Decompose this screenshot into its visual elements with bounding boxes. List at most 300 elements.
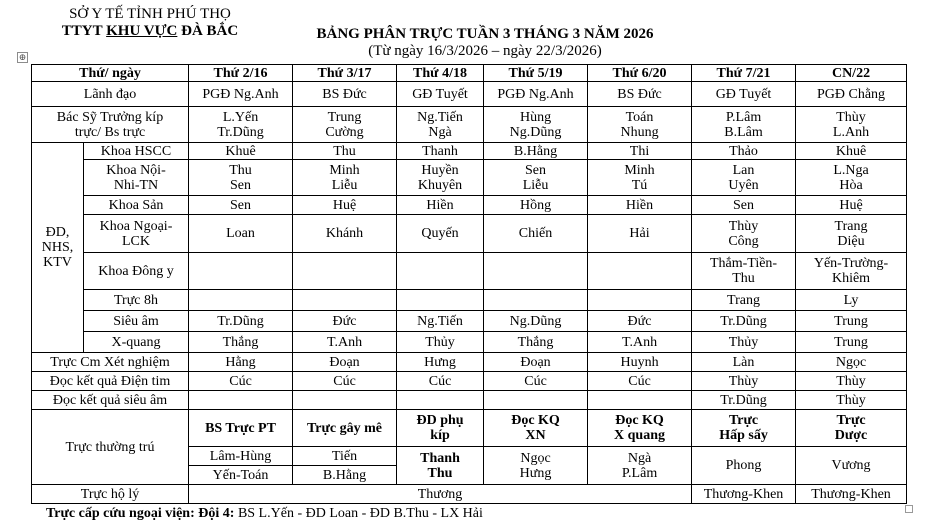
table-cell: [293, 253, 397, 290]
table-cell: [293, 290, 397, 311]
cell-text: Cúc: [428, 373, 452, 389]
table-cell: [484, 160, 588, 196]
cell-text: Ng.Dũng: [509, 313, 562, 329]
nursing-row: [32, 160, 907, 196]
table-cell: [189, 215, 293, 253]
cell-text: Thanh: [422, 143, 458, 159]
table-cell: [588, 447, 692, 485]
center-name: TTYT KHU VỰC ĐÀ BẮC: [61, 23, 239, 39]
table-cell: [189, 466, 293, 485]
cell-text: Khoa HSCC: [100, 143, 172, 159]
cell-text: NHS,: [41, 240, 74, 255]
cell-text: Quyến: [421, 226, 459, 241]
cell-text: Đọc kết quả Điện tim: [49, 373, 171, 389]
table-cell: [692, 290, 796, 311]
cell-text: Sen: [230, 177, 252, 193]
table-cell: [484, 332, 588, 353]
table-cell: [189, 253, 293, 290]
cell-text: Trung: [327, 109, 362, 125]
cell-text: B.Hằng: [513, 143, 558, 159]
table-cell: [397, 311, 484, 332]
nursing-row: [32, 311, 907, 332]
cell-text: Trang: [727, 292, 760, 308]
cell-text: CN/22: [831, 65, 871, 81]
cell-text: Thu: [229, 162, 252, 178]
table-cell: [484, 82, 588, 107]
table-cell: [293, 391, 397, 410]
day-header: [189, 65, 293, 82]
table-cell: [692, 160, 796, 196]
table-cell: [796, 290, 907, 311]
nursing-row: [32, 143, 907, 160]
cell-text: L.Nga: [833, 162, 869, 178]
cell-text: Lãnh đạo: [83, 86, 137, 102]
cell-text: Hưng: [519, 465, 552, 481]
table-cell: [397, 143, 484, 160]
table-cell: [397, 353, 484, 372]
cell-text: Thương-Khen: [703, 486, 784, 502]
day-header: [692, 65, 796, 82]
nursing-row: [32, 332, 907, 353]
cell-text: Thùy: [836, 109, 866, 125]
leadership-row: [32, 82, 907, 107]
cell-text: Ngọc: [835, 354, 867, 370]
cell-text: BS Đức: [322, 86, 367, 102]
table-cell: [484, 253, 588, 290]
cell-text: Nhung: [620, 124, 659, 140]
table-cell: [293, 466, 397, 485]
table-cell: [796, 372, 907, 391]
table-cell: [588, 332, 692, 353]
cell-text: Minh: [624, 162, 655, 178]
ecg-row: [32, 372, 907, 391]
table-cell: [484, 290, 588, 311]
duty-roster-table: [31, 64, 907, 504]
cell-text: Sen: [733, 197, 755, 213]
cell-text: KTV: [43, 255, 72, 270]
table-cell: [397, 215, 484, 253]
table-resize-handle-icon[interactable]: [905, 505, 913, 513]
department-label: [84, 160, 189, 196]
cell-text: Thủy: [425, 334, 455, 350]
cell-text: Thứ 7/21: [716, 65, 771, 81]
table-cell: [397, 332, 484, 353]
table-cell: [484, 196, 588, 215]
table-cell: [692, 143, 796, 160]
table-cell: [293, 447, 397, 466]
table-cell: [397, 160, 484, 196]
table-cell: [796, 143, 907, 160]
table-cell: [293, 372, 397, 391]
cell-text: Cúc: [333, 373, 356, 389]
document-title: BẢNG PHÂN TRỰC TUẦN 3 THÁNG 3 NĂM 2026: [316, 26, 654, 42]
table-cell: [692, 196, 796, 215]
nursing-row: [32, 290, 907, 311]
table-cell: [796, 253, 907, 290]
table-cell: [588, 391, 692, 410]
cell-text: Ngà: [428, 124, 452, 140]
cell-text: Thu: [333, 143, 356, 159]
cell-text: Đức: [627, 313, 652, 329]
table-cell: [189, 372, 293, 391]
cell-text: Huệ: [839, 197, 863, 213]
cell-text: Khánh: [325, 226, 364, 241]
cell-text: Trực hộ lý: [80, 486, 140, 502]
table-cell: [692, 215, 796, 253]
table-cell: [588, 160, 692, 196]
cell-text: Thứ 5/19: [508, 65, 563, 81]
table-cell: [484, 215, 588, 253]
table-cell: [588, 311, 692, 332]
cell-text: Trực: [836, 413, 866, 428]
ultrasound-read-row: [32, 391, 907, 410]
cell-text: Huệ: [332, 197, 357, 213]
cell-text: Yến-Toán: [212, 467, 269, 483]
cell-text: Yến-Trường-: [813, 256, 889, 271]
department-label: [84, 253, 189, 290]
table-cell: [588, 82, 692, 107]
cell-text: GĐ Tuyết: [412, 86, 468, 102]
table-cell: [588, 107, 692, 143]
cell-text: Khiêm: [831, 271, 871, 286]
cell-text: Ngọc: [520, 450, 551, 466]
cell-text: Liễu: [522, 177, 549, 193]
cell-text: BS Đức: [617, 86, 662, 102]
table-cell: [397, 372, 484, 391]
department-name: SỞ Y TẾ TỈNH PHÚ THỌ: [69, 6, 231, 22]
role-header: [189, 410, 293, 447]
cell-text: Toán: [625, 109, 654, 125]
table-cell: [692, 311, 796, 332]
group-label: [32, 143, 84, 353]
cell-text: Đức: [332, 313, 357, 329]
cell-text: Liễu: [331, 177, 358, 193]
emergency-team-footer: [46, 506, 483, 521]
table-cell: [588, 372, 692, 391]
table-cell: [692, 485, 796, 504]
day-header: [397, 65, 484, 82]
table-cell: [692, 372, 796, 391]
row-label: [32, 410, 189, 485]
cell-text: Ng.Tiến: [417, 313, 463, 329]
department-label: [84, 332, 189, 353]
table-cell: [692, 391, 796, 410]
table-cell: [796, 107, 907, 143]
table-cell: [588, 215, 692, 253]
cell-text: Khoa Ngoại-: [99, 218, 173, 234]
table-cell: [796, 353, 907, 372]
table-cell: [796, 332, 907, 353]
table-cell: [397, 447, 484, 485]
cell-text: Siêu âm: [113, 313, 159, 329]
table-cell: [484, 311, 588, 332]
table-cell: [588, 290, 692, 311]
table-cell: [189, 311, 293, 332]
doctors-row: [32, 107, 907, 143]
cell-text: Trực gây mê: [307, 420, 383, 436]
cell-text: L.Yến: [222, 109, 259, 125]
table-cell: [796, 485, 907, 504]
table-cell: [692, 82, 796, 107]
cell-text: Công: [728, 233, 759, 249]
cell-text: Thùy: [836, 392, 866, 408]
cell-text: Hải: [629, 226, 650, 241]
cell-text: X quang: [614, 428, 665, 443]
role-header: [293, 410, 397, 447]
nursing-row: [32, 253, 907, 290]
table-cell: [293, 196, 397, 215]
cell-text: Đọc kết quả siêu âm: [52, 392, 168, 408]
table-cell: [796, 82, 907, 107]
table-cell: [588, 253, 692, 290]
table-cell: [293, 311, 397, 332]
table-cell: [189, 391, 293, 410]
cell-text: Hồng: [519, 197, 552, 213]
cell-text: X-quang: [111, 334, 161, 350]
cell-text: Thu: [427, 465, 453, 481]
table-cell: [692, 107, 796, 143]
cell-text: Bác Sỹ Trưởng kíp: [56, 109, 164, 125]
row-label: [32, 391, 189, 410]
cell-text: Uyên: [728, 177, 759, 193]
table-cell: [293, 143, 397, 160]
table-cell: [484, 447, 588, 485]
cell-text: Huyền: [421, 162, 459, 178]
row-label: [32, 372, 189, 391]
table-cell: [397, 391, 484, 410]
table-cell: [397, 196, 484, 215]
cell-text: Thắng: [517, 334, 554, 350]
cell-text: L.Anh: [832, 124, 870, 140]
table-cell: [484, 372, 588, 391]
cell-text: Cúc: [524, 373, 547, 389]
table-cell: [588, 196, 692, 215]
department-label: [84, 196, 189, 215]
table-cell: [796, 196, 907, 215]
date-range: (Từ ngày 16/3/2026 – ngày 22/3/2026): [368, 43, 602, 59]
table-cell: [189, 332, 293, 353]
cell-text: BS Trực PT: [205, 420, 276, 436]
day-header: [796, 65, 907, 82]
table-cell: [796, 215, 907, 253]
cell-text: Ng.Dũng: [509, 124, 562, 140]
table-cell: [692, 353, 796, 372]
table-cell: [397, 107, 484, 143]
cell-text: Thùy: [728, 373, 759, 389]
table-cell: [189, 447, 293, 466]
table-cell: [796, 160, 907, 196]
cell-text: P.Lâm: [725, 109, 762, 125]
nursing-row: [32, 196, 907, 215]
cell-text: Tr.Dũng: [720, 313, 767, 329]
cell-text: Thắng: [222, 334, 259, 350]
cell-text: Thứ 6/20: [612, 65, 667, 81]
nursing-row: [32, 215, 907, 253]
cell-text: Khuê: [835, 143, 867, 159]
department-label: [84, 215, 189, 253]
table-cell: [189, 107, 293, 143]
cell-text: Tr.Dũng: [217, 124, 264, 140]
cell-text: Trang: [834, 218, 868, 234]
table-cell: [189, 82, 293, 107]
cell-text: Đoạn: [520, 354, 551, 370]
table-cell: [484, 143, 588, 160]
table-cell: [189, 160, 293, 196]
role-header: [484, 410, 588, 447]
table-cell: [397, 253, 484, 290]
row-label: [32, 353, 189, 372]
role-header: [796, 410, 907, 447]
cell-text: Đọc KQ: [615, 413, 664, 428]
cell-text: Loan: [226, 226, 255, 241]
day-header: [293, 65, 397, 82]
cell-text: Tr.Dũng: [217, 313, 264, 329]
cell-text: Hiền: [625, 197, 654, 213]
row-label: [32, 485, 189, 504]
cell-text: Ngà: [627, 450, 652, 466]
cell-text: Tr.Dũng: [720, 392, 767, 408]
table-cell: [397, 82, 484, 107]
cell-text: Khoa Sản: [108, 197, 164, 213]
cell-text: Trực thường trú: [65, 439, 155, 455]
table-cell: [588, 143, 692, 160]
orderly-row: [32, 485, 907, 504]
cell-text: Hấp sấy: [719, 428, 768, 443]
cell-text: Đoạn: [329, 354, 360, 370]
table-cell: [293, 215, 397, 253]
cell-text: Thùy: [836, 373, 866, 389]
header-row: [32, 65, 907, 82]
cell-text: Trung: [834, 313, 868, 329]
cell-text: Hưng: [424, 354, 456, 370]
cell-text: Trực Cm Xét nghiệm: [50, 354, 170, 370]
cell-text: Hùng: [519, 109, 552, 125]
team-members: BS L.Yến - ĐD Loan - ĐD B.Thu - LX Hải: [234, 506, 483, 521]
cell-text: Thi: [629, 143, 650, 159]
table-cell: [796, 447, 907, 485]
table-cell: [293, 160, 397, 196]
cell-text: ĐD,: [45, 225, 70, 240]
table-cell: [189, 196, 293, 215]
table-cell: [189, 353, 293, 372]
cell-text: Sen: [525, 162, 547, 178]
cell-text: Diệu: [837, 233, 865, 249]
cell-text: Khoa Nội-: [106, 162, 166, 178]
lab-row: [32, 353, 907, 372]
cell-text: GĐ Tuyết: [715, 86, 772, 102]
cell-text: Phong: [725, 458, 762, 473]
day-header: [484, 65, 588, 82]
cell-text: Lan: [732, 162, 755, 178]
table-move-handle-icon[interactable]: ⊕: [18, 52, 27, 62]
cell-text: Thùy: [728, 218, 759, 234]
table-cell: [692, 253, 796, 290]
cell-text: Tú: [631, 177, 648, 193]
corner-header: [32, 65, 189, 82]
cell-text: LCK: [122, 233, 150, 249]
cell-text: PGĐ Chằng: [816, 86, 886, 102]
cell-text: Trực: [728, 413, 759, 428]
cell-text: Làn: [732, 354, 755, 370]
cell-text: Cường: [325, 124, 364, 140]
cell-text: Thứ 3/17: [317, 65, 372, 81]
footer-label: Trực cấp cứu ngoại viện:: [46, 506, 199, 521]
cell-text: Vương: [831, 458, 871, 473]
cell-text: ĐD phụ: [416, 413, 464, 428]
cell-text: Thứ 2/16: [213, 65, 268, 81]
cell-text: Lâm-Hùng: [209, 448, 272, 464]
cell-text: trực/ Bs trực: [74, 124, 146, 140]
cell-text: Khuê: [225, 143, 256, 159]
cell-text: P.Lâm: [621, 465, 658, 481]
resident-roles-row: [32, 410, 907, 447]
table-cell: [692, 447, 796, 485]
team-number: Đội 4:: [198, 506, 235, 521]
table-cell: [588, 353, 692, 372]
table-cell: [484, 391, 588, 410]
cell-text: Minh: [329, 162, 360, 178]
table-cell: [293, 107, 397, 143]
table-cell: [293, 353, 397, 372]
cell-text: Sen: [230, 197, 252, 213]
table-cell: [796, 311, 907, 332]
cell-text: PGĐ Ng.Anh: [497, 86, 574, 102]
table-cell: [189, 290, 293, 311]
table-cell: [397, 290, 484, 311]
role-header: [588, 410, 692, 447]
cell-text: Thủy: [728, 334, 759, 350]
cell-text: kíp: [430, 428, 450, 443]
cell-text: Nhi-TN: [113, 177, 159, 193]
table-cell: [293, 332, 397, 353]
cell-text: Trực 8h: [113, 292, 159, 308]
cell-text: Chiến: [518, 226, 553, 241]
table-cell: [293, 82, 397, 107]
department-label: [84, 290, 189, 311]
cell-text: Thắm-Tiền-: [709, 256, 778, 271]
cell-text: Khuyên: [417, 177, 463, 193]
cell-text: Đọc KQ: [511, 413, 560, 428]
table-cell: [692, 332, 796, 353]
cell-text: Khoa Đông y: [98, 263, 174, 279]
cell-text: B.Lâm: [724, 124, 763, 140]
cell-text: Cúc: [229, 373, 252, 389]
department-label: [84, 143, 189, 160]
table-cell: [189, 143, 293, 160]
cell-text: T.Anh: [621, 334, 658, 350]
cell-text: Thanh: [420, 450, 460, 466]
cell-text: Cúc: [628, 373, 651, 389]
cell-text: Hiền: [426, 197, 454, 213]
table-cell: [484, 353, 588, 372]
cell-text: Thương: [417, 486, 463, 502]
cell-text: Hòa: [839, 177, 863, 193]
table-cell: [796, 391, 907, 410]
cell-text: Hằng: [225, 354, 256, 370]
cell-text: Ly: [843, 292, 859, 308]
cell-text: Tiến: [331, 448, 358, 464]
document-heading: [250, 26, 720, 60]
role-header: [692, 410, 796, 447]
row-label: [32, 82, 189, 107]
cell-text: Dược: [834, 428, 868, 443]
cell-text: Thứ 4/18: [413, 65, 467, 81]
table-cell: [189, 485, 692, 504]
cell-text: Thương-Khen: [811, 486, 891, 502]
cell-text: PGĐ Ng.Anh: [202, 86, 279, 102]
cell-text: Thảo: [729, 143, 758, 159]
department-label: [84, 311, 189, 332]
